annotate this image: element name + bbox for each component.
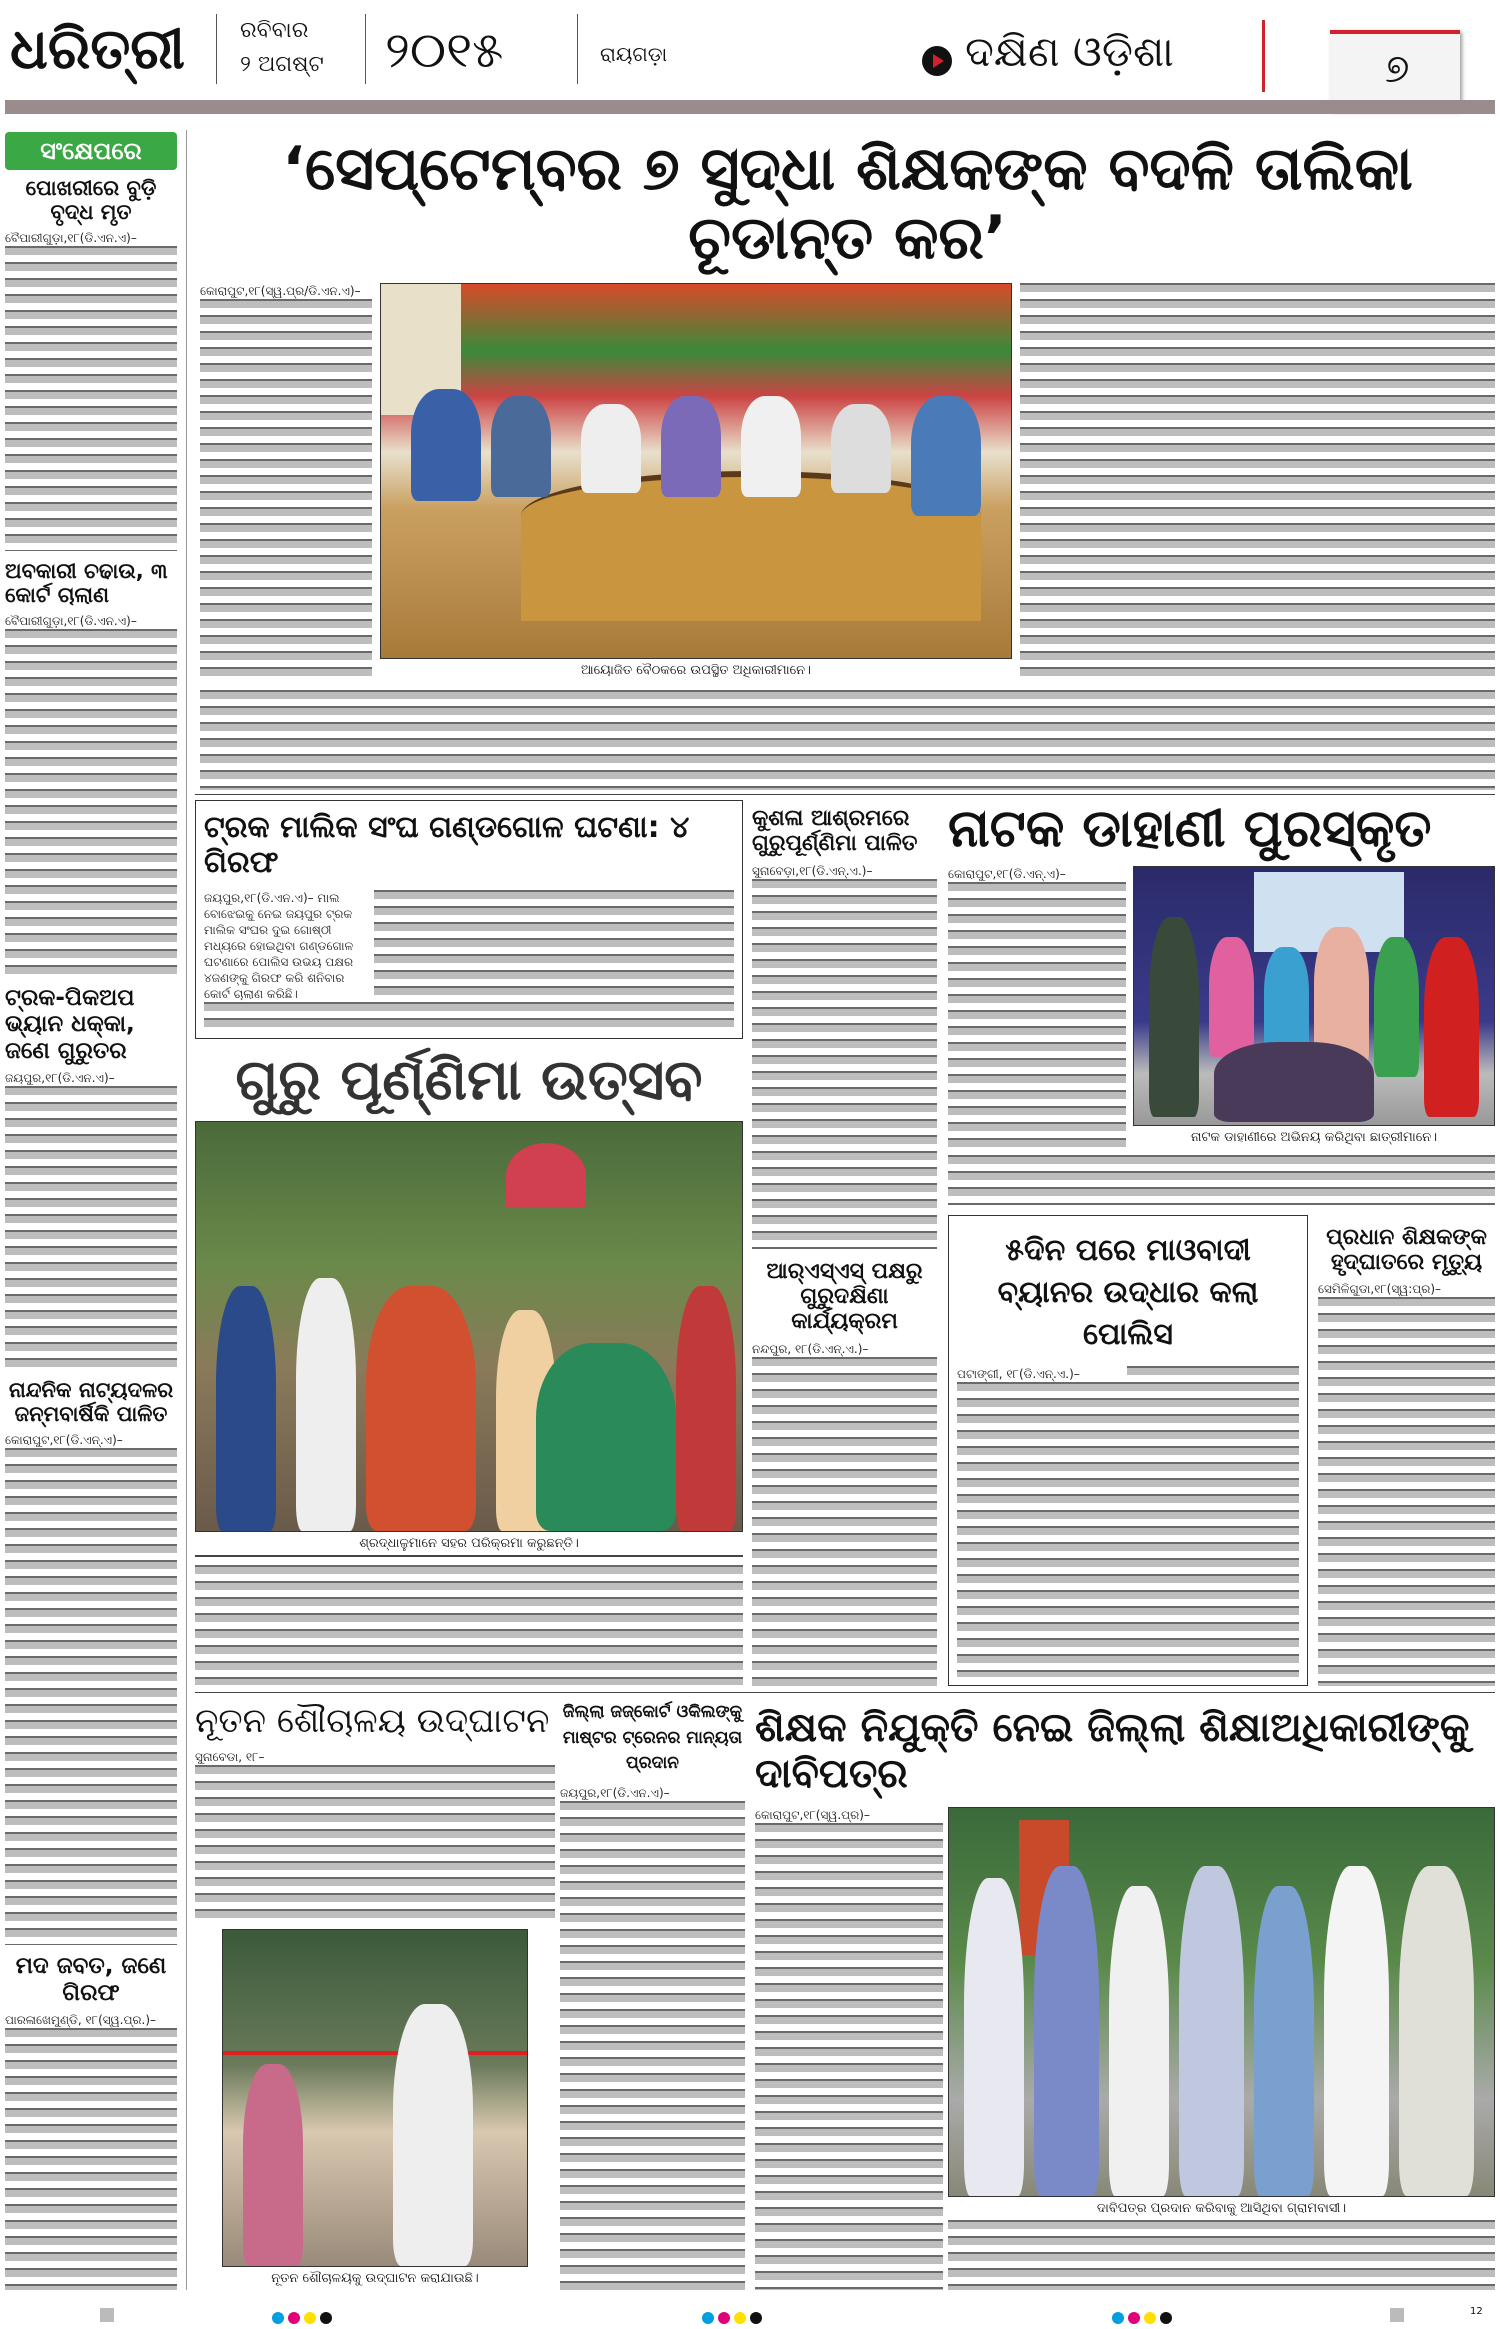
center-left-region xyxy=(195,800,743,1685)
brief-headline: ପୋଖରୀରେ ବୁଡ଼ି ବୃଦ୍ଧ ମୃତ xyxy=(25,176,157,225)
guru-purnima-photo xyxy=(195,1121,743,1532)
nataka-photo xyxy=(1133,866,1495,1126)
rss-headline: ଆର୍‌ଏସ୍‌ଏସ୍ ପକ୍ଷରୁ ଗୁରୁଦକ୍ଷିଣା କାର୍ଯ୍ୟକ୍ରମ xyxy=(766,1258,923,1335)
lead-photo-meeting xyxy=(380,283,1012,659)
brief-tag: ସଂକ୍ଷେପରେ xyxy=(5,132,177,170)
center-column xyxy=(752,806,937,1686)
masthead xyxy=(0,0,1500,118)
toilet-story xyxy=(195,1702,555,2290)
maoist-headline: ୫ଦିନ ପରେ ମାଓବାଦୀ ବ୍ୟାନର ଉଦ୍ଧାର କଲା ପୋଲିସ xyxy=(997,1232,1259,1352)
article-body-text: ବୈପାରୀଗୁଡ଼ା,୧୮(ଡି.ଏନ.ଏ)– xyxy=(5,230,177,551)
article-body-text: ପାରଳାଖେମୁଣ୍ଡି, ୧୮(ସ୍ୱ.ପ୍ର.)– xyxy=(5,2012,177,2290)
play-bullet-icon xyxy=(922,46,952,76)
edition-city: ରାୟଗଡ଼ା xyxy=(600,42,668,66)
color-registration-marks xyxy=(270,2309,334,2328)
color-registration-marks xyxy=(1110,2309,1174,2328)
issue-year: ୨୦୧୫ xyxy=(385,21,504,79)
article-body-text: କୋରାପୁଟ,୧୮(ସ୍ୱ.ପ୍ର/ଡି.ଏନ.ଏ)– xyxy=(200,283,372,682)
print-registration-strip xyxy=(0,2302,1500,2329)
nataka-caption: ନାଟକ ଡାହାଣୀରେ ଅଭିନୟ କରିଥିବା ଛାତ୍ରୀମାନେ। xyxy=(1190,1129,1438,1145)
article-body-text: କୋରାପୁଟ,୧୮(ଡି.ଏନ୍.ଏ)– xyxy=(948,866,1126,1149)
article-body-text: ସୁନାବେଡ଼ା,୧୮(ଡି.ଏନ୍.ଏ.)– xyxy=(752,863,937,1249)
judge-court-headline: ଜିଲ୍ଲା ଜଜ୍‌କୋର୍ଟ ଓକିଲଙ୍କୁ ମାଷ୍ଟର ଟ୍ରେନର ମାନ୍ୟତା ପ୍ରଦାନ xyxy=(562,1702,743,1773)
newspaper-logo: ଧରିତ୍ରୀ xyxy=(10,17,185,82)
masthead-bar xyxy=(5,100,1495,114)
article-body-text xyxy=(1020,283,1495,682)
toilet-headline: ନୂତନ ଶୌଚାଳୟ ଉଦ୍‌ଘାଟନ xyxy=(195,1701,550,1741)
page-number-tab xyxy=(1330,30,1460,110)
article-body-text: ଜୟପୁର,୧୮(ଡି.ଏନ.ଏ)– xyxy=(5,1070,177,1369)
article-body-text xyxy=(195,1565,743,1685)
article-body-text xyxy=(200,690,1495,790)
color-registration-marks xyxy=(700,2309,764,2328)
article-body-text: ପଟାଙ୍ଗୀ, ୧୮(ଡି.ଏନ୍.ଏ.)– xyxy=(957,1366,1299,1677)
toilet-photo xyxy=(222,1929,528,2267)
section-title: ଦକ୍ଷିଣ ଓଡ଼ିଶା xyxy=(965,27,1174,76)
teacher-demand-photo xyxy=(948,1807,1495,2197)
nataka-headline: ନାଟକ ଡାହାଣୀ ପୁରସ୍କୃତ xyxy=(948,799,1432,859)
section-divider xyxy=(1262,20,1265,92)
brief-headline: ମଦ ଜବତ, ଜଣେ ଗିରଫ xyxy=(15,1953,167,2006)
headmaster-headline: ପ୍ରଧାନ ଶିକ୍ଷକଙ୍କ ହୃଦ୍‌ଘାତରେ ମୃତ୍ୟୁ xyxy=(1326,1224,1487,1276)
lead-photo-caption: ଆୟୋଜିତ ବୈଠକରେ ଉପସ୍ଥିତ ଅଧିକାରୀମାନେ। xyxy=(581,663,811,678)
page-code: 12 xyxy=(1470,2306,1483,2317)
article-body-text: ନନ୍ଦପୁର, ୧୮(ଡି.ଏନ୍.ଏ.)– xyxy=(752,1341,937,1686)
brief-headline: ଅବକାରୀ ଚଢାଉ, ୩ କୋର୍ଟ ଚାଲାଣ xyxy=(5,559,168,608)
truck-story-box xyxy=(195,800,743,1039)
article-body-text: ଜୟପୁର,୧୮(ଡି.ଏନ.ଏ)– xyxy=(560,1785,745,2291)
maoist-story-box xyxy=(948,1215,1308,1686)
article-body-text xyxy=(948,2220,1495,2290)
teacher-demand-story xyxy=(755,1705,1495,2290)
teacher-demand-headline: ଶିକ୍ଷକ ନିଯୁକ୍ତି ନେଇ ଜିଲ୍ଲା ଶିକ୍ଷାଅଧିକାରୀଙ୍କୁ ଦାବିପତ୍ର xyxy=(755,1705,1470,1797)
page-number: ୭ xyxy=(1385,46,1410,92)
lead-headline: ‘ସେପ୍ଟେମ୍ବର ୭ ସୁଦ୍ଧା ଶିକ୍ଷକଙ୍କ ବଦଳି ତାଲିକା ଚୂଡାନ୍ତ କର’ xyxy=(282,134,1413,273)
brief-headline: ଟ୍ରକ-ପିକଅପ ଭ୍ୟାନ ଧକ୍କା, ଜଣେ ଗୁରୁତର xyxy=(5,984,135,1064)
kushala-headline: କୁଶଳା ଆଶ୍ରମରେ ଗୁରୁପୂର୍ଣ୍ଣିମା ପାଳିତ xyxy=(752,806,918,857)
article-body-text: ସେମିଳିଗୁଡା,୧୮(ସ୍ୱ:ପ୍ର)– xyxy=(1318,1281,1495,1686)
article-body-text xyxy=(948,1155,1495,1205)
guru-purnima-caption: ଶ୍ରଦ୍ଧାଳୁମାନେ ସହର ପରିକ୍ରମା କରୁଛନ୍ତି। xyxy=(359,1536,579,1551)
brief-headline: ନାନ୍ଦନିକ ନାଟ୍ୟଦଳର ଜନ୍ମବାର୍ଷିକି ପାଳିତ xyxy=(8,1377,174,1426)
toilet-caption: ନୂତନ ଶୌଚାଳୟକୁ ଉଦ୍‌ଘାଟନ କରାଯାଉଛି। xyxy=(271,2271,479,2286)
issue-day: ରବିବାର xyxy=(240,18,309,43)
article-body-text: ସୁନାବେଡା, ୧୮– xyxy=(195,1749,555,1919)
issue-date: ୨ ଅଗଷ୍ଟ xyxy=(240,52,324,77)
judge-court-story xyxy=(560,1700,745,2290)
article-body-text: କୋରାପୁଟ,୧୮(ଡି.ଏନ୍.ଏ)– xyxy=(5,1432,177,1945)
article-body-text: ବୈପାରୀଗୁଡ଼ା,୧୮(ଡି.ଏନ.ଏ)– xyxy=(5,613,177,977)
teacher-demand-caption: ଦାବିପତ୍ର ପ୍ରଦାନ କରିବାକୁ ଆସିଥିବା ଗ୍ରାମବାସୀ। xyxy=(1096,2201,1347,2216)
brief-column xyxy=(5,132,177,2290)
article-body-text: କୋରାପୁଟ,୧୮(ସ୍ୱ.ପ୍ର)– xyxy=(755,1807,943,2290)
guru-purnima-headline: ଗୁରୁ ପୂର୍ଣ୍ଣିମା ଉତ୍ସବ xyxy=(235,1048,703,1113)
article-body-text: ଜୟପୁର,୧୮(ଡି.ଏନ.ଏ)– ମାଲ ବୋଝେଇକୁ ନେଇ ଜୟପୁର ଟ୍ରକ ମାଲିକ ସଂଘର ଦୁଇ ଗୋଷ୍ଠୀ ମଧ୍ୟରେ ହୋଇଥିବା ଗଣ୍ଡଗୋଳ ଘଟଣାରେ ପୋଲିସ ଉଭୟ ପକ୍ଷର ୪ଜଣଙ୍କୁ ଗିରଫ କରି ଶନିବାର କୋର୍ଟ ଚାଲାଣ କରିଛି। xyxy=(204,890,734,1030)
lead-story xyxy=(200,135,1495,790)
truck-headline: ଟ୍ରକ ମାଲିକ ସଂଘ ଗଣ୍ଡଗୋଳ ଘଟଣା: ୪ ଗିରଫ xyxy=(204,810,690,880)
right-region xyxy=(948,800,1495,1686)
